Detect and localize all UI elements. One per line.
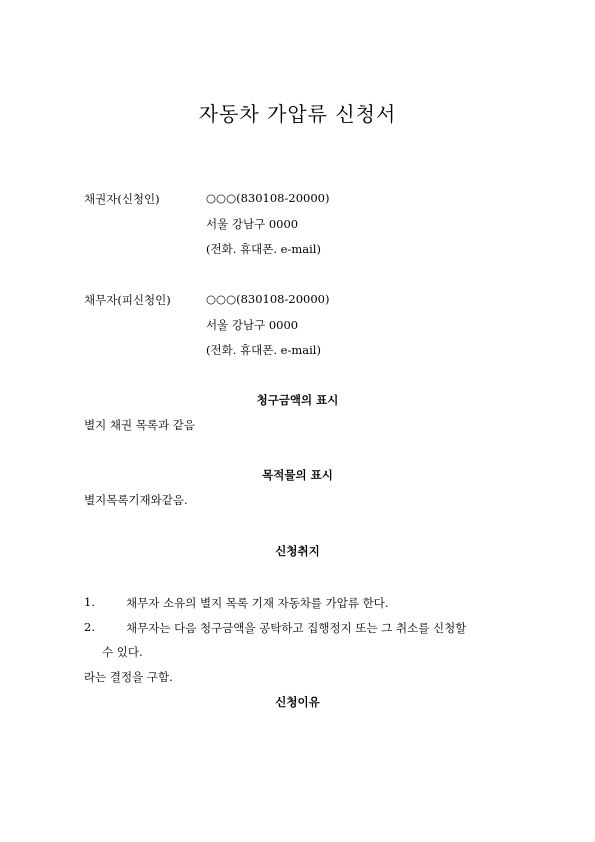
creditor-address: 서울 강남구 0000 <box>206 217 299 231</box>
object-text: 별지목록기재와같음. <box>84 493 188 507</box>
purpose-heading: 신청취지 <box>275 544 320 558</box>
document-title: 자동차 가압류 신청서 <box>198 102 397 126</box>
debtor-name: ○○○(830108-20000) <box>206 292 330 306</box>
purpose-item-1-number: 1. <box>84 595 95 609</box>
debtor-label: 채무자(피신청인) <box>84 293 171 307</box>
claim-text: 별지 채권 목록과 같음 <box>84 418 195 432</box>
purpose-closing: 라는 결정을 구함. <box>84 670 173 684</box>
creditor-contact: (전화. 휴대폰. e-mail) <box>206 242 321 256</box>
object-heading: 목적물의 표시 <box>262 468 333 482</box>
reason-heading: 신청이유 <box>275 695 320 709</box>
purpose-item-2-text: 채무자는 다음 청구금액을 공탁하고 집행정지 또는 그 취소를 신청할 <box>126 621 467 635</box>
purpose-item-2-number: 2. <box>84 620 95 634</box>
creditor-name: ○○○(830108-20000) <box>206 191 330 205</box>
debtor-address: 서울 강남구 0000 <box>206 318 299 332</box>
creditor-label: 채권자(신청인) <box>84 192 160 206</box>
debtor-contact: (전화. 휴대폰. e-mail) <box>206 343 321 357</box>
purpose-item-2-continuation: 수 있다. <box>102 645 143 659</box>
claim-heading: 청구금액의 표시 <box>256 393 339 407</box>
purpose-item-1-text: 채무자 소유의 별지 목록 기재 자동차를 가압류 한다. <box>126 596 389 610</box>
